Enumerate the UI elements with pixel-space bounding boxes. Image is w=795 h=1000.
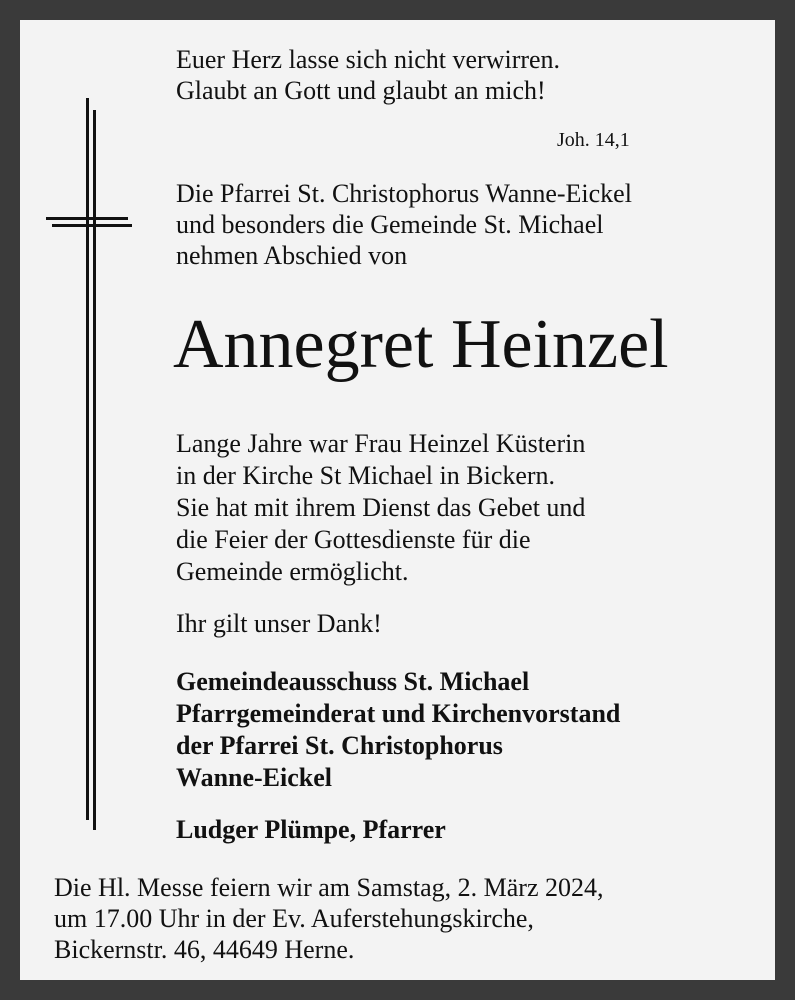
mass-line: um 17.00 Uhr in der Ev. Auferstehungskirche,	[54, 904, 534, 933]
signer-line: Pfarrgemeinderat und Kirchenvorstand	[176, 699, 621, 728]
mass-notice	[54, 872, 603, 965]
intro-line: und besonders die Gemeinde St. Michael	[176, 210, 604, 239]
tribute-text	[176, 428, 585, 588]
tribute-line: in der Kirche St Michael in Bickern.	[176, 461, 556, 490]
thanks-text: Ihr gilt unser Dank!	[176, 609, 382, 638]
tribute-line: Lange Jahre war Frau Heinzel Küsterin	[176, 429, 586, 458]
intro-line: nehmen Abschied von	[176, 241, 408, 270]
priest-signature: Ludger Plümpe, Pfarrer	[176, 815, 446, 844]
deceased-name: Annegret Heinzel	[173, 306, 669, 383]
intro-text	[176, 178, 632, 271]
tribute-line: die Feier der Gottesdienste für die	[176, 525, 531, 554]
signer-line: Wanne-Eickel	[176, 763, 333, 792]
signer-line: der Pfarrei St. Christophorus	[176, 731, 503, 760]
verse-reference: Joh. 14,1	[557, 129, 630, 151]
tribute-line: Sie hat mit ihrem Dienst das Gebet und	[176, 493, 586, 522]
verse-line: Euer Herz lasse sich nicht verwirren.	[176, 45, 561, 74]
mass-line: Bickernstr. 46, 44649 Herne.	[54, 935, 355, 964]
intro-line: Die Pfarrei St. Christophorus Wanne-Eickel	[176, 179, 632, 208]
verse-line: Glaubt an Gott und glaubt an mich!	[176, 76, 546, 105]
tribute-line: Gemeinde ermöglicht.	[176, 557, 409, 586]
mass-line: Die Hl. Messe feiern wir am Samstag, 2. März 2024,	[54, 873, 604, 902]
bible-verse	[176, 44, 560, 106]
signers-block	[176, 666, 620, 794]
signer-line: Gemeindeausschuss St. Michael	[176, 667, 530, 696]
